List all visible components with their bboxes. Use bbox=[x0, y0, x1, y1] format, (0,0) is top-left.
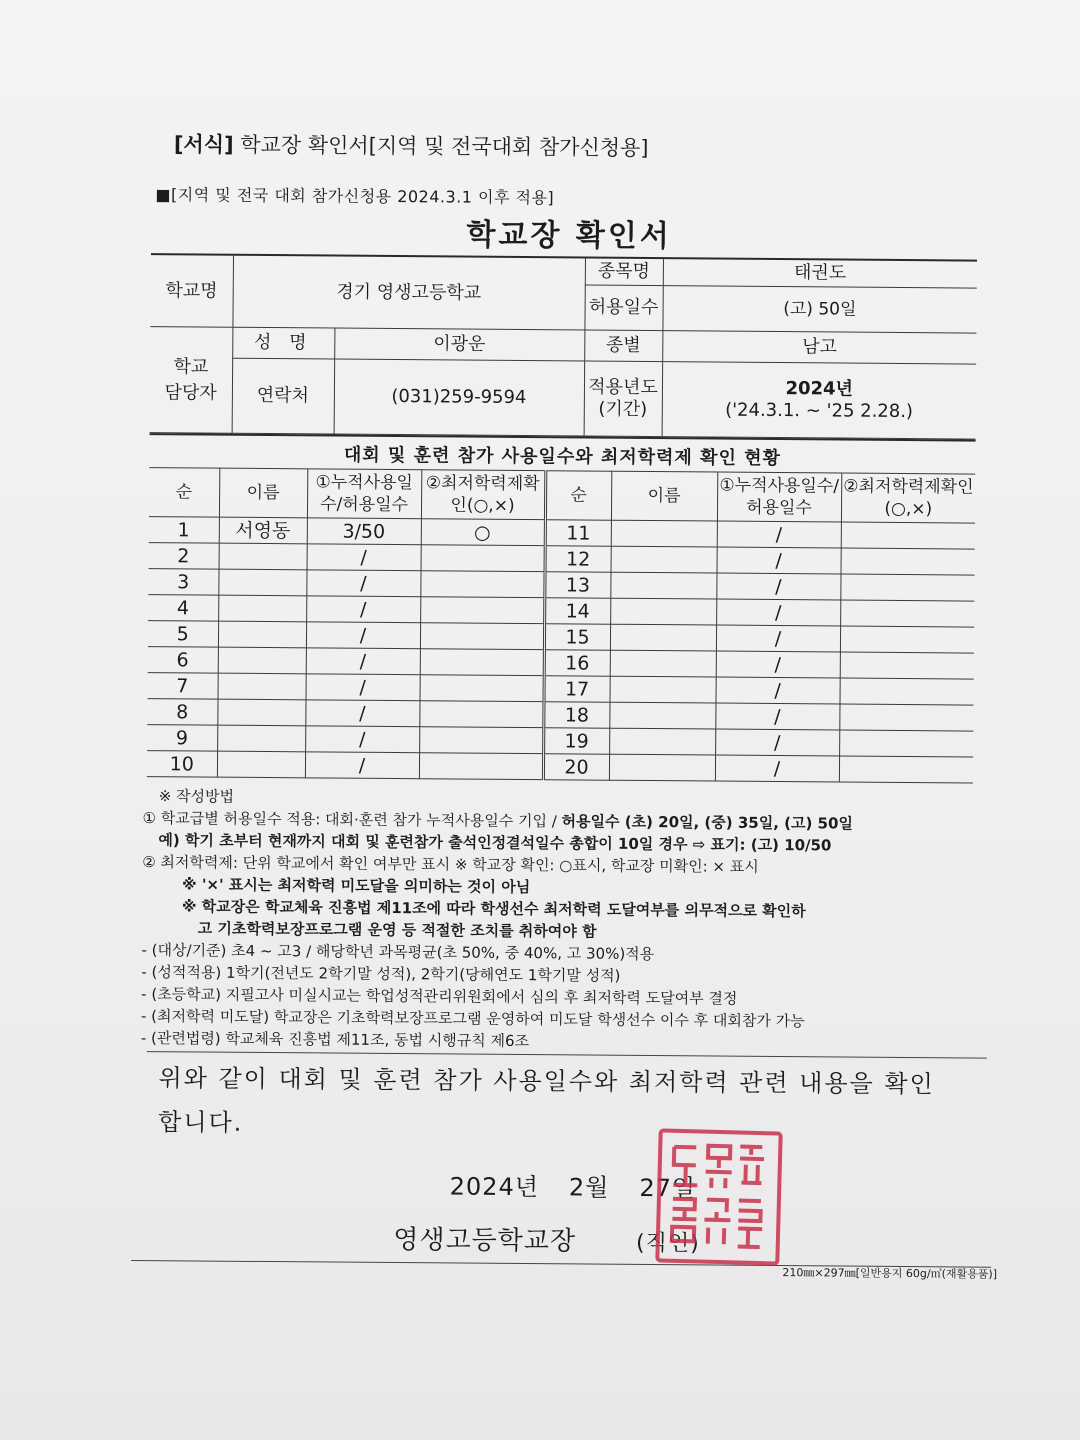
row-days: / bbox=[717, 521, 841, 548]
gender-value: 남고 bbox=[662, 331, 976, 364]
row-no: 12 bbox=[545, 546, 611, 573]
row-days: / bbox=[307, 544, 421, 571]
row-min-academic bbox=[420, 623, 544, 650]
row-days: / bbox=[717, 547, 841, 574]
row-name bbox=[610, 624, 716, 651]
row-name bbox=[218, 647, 306, 674]
header-days: ①누적사용일수/허용일수 bbox=[307, 469, 421, 519]
row-days: / bbox=[306, 674, 420, 701]
row-days: / bbox=[716, 651, 840, 678]
row-no: 14 bbox=[544, 598, 610, 625]
row-min-academic bbox=[420, 597, 544, 624]
allowed-days-value: (고) 50일 bbox=[662, 286, 976, 333]
contact-value: (031)259-9594 bbox=[334, 359, 585, 436]
header-no: 순 bbox=[545, 471, 611, 521]
row-min-academic bbox=[840, 652, 974, 679]
row-min-academic bbox=[420, 649, 544, 676]
instruction-1-example: 예) 학기 초부터 현재까지 대회 및 훈련참가 출석인정결석일수 총합이 10일 경우 ⇨ 표기: (고) 10/50 bbox=[158, 831, 832, 855]
row-min-academic bbox=[840, 574, 974, 601]
row-min-academic bbox=[840, 626, 974, 653]
row-min-academic bbox=[841, 548, 975, 575]
info-table bbox=[150, 253, 977, 439]
instructions-heading: ※ 작성방법 bbox=[158, 787, 235, 806]
name-value: 이광운 bbox=[334, 328, 584, 361]
row-days: / bbox=[715, 729, 839, 756]
sport-label: 종목명 bbox=[585, 257, 663, 285]
page-title: 학교장 확인서 bbox=[466, 217, 672, 255]
row-min-academic bbox=[841, 522, 975, 549]
row-min-academic bbox=[419, 701, 543, 728]
row-name bbox=[217, 725, 305, 752]
row-min-academic bbox=[420, 675, 544, 702]
row-min-academic bbox=[420, 571, 544, 598]
instruction-1-allowed: 허용일수 (초) 20일, (중) 35일, (고) 50일 bbox=[561, 812, 854, 833]
name-label: 성 명 bbox=[232, 327, 334, 359]
period-value: ('24.3.1. ~ '25 2.28.) bbox=[725, 399, 914, 423]
row-no: 17 bbox=[544, 676, 610, 703]
form-label-bracket: [서식] bbox=[173, 132, 234, 157]
row-name bbox=[610, 650, 716, 677]
row-min-academic bbox=[839, 678, 973, 705]
header-name: 이름 bbox=[611, 471, 717, 521]
date-year: 2024년 bbox=[449, 1172, 540, 1202]
row-no: 5 bbox=[148, 621, 218, 648]
row-days: / bbox=[306, 622, 420, 649]
row-name bbox=[611, 520, 717, 547]
row-no: 1 bbox=[149, 517, 219, 544]
row-no: 2 bbox=[149, 543, 219, 570]
row-days: / bbox=[306, 648, 420, 675]
row-days: / bbox=[305, 700, 419, 727]
row-no: 19 bbox=[543, 728, 609, 755]
row-no: 8 bbox=[147, 699, 217, 726]
row-name: 서영동 bbox=[219, 517, 307, 544]
header-min-academic: ②최저학력제확인(○,×) bbox=[421, 470, 545, 520]
row-days: / bbox=[716, 573, 840, 600]
applicability-notice: ■[지역 및 전국 대회 참가신청용 2024.3.1 이후 적용] bbox=[155, 185, 555, 208]
participants-header-row bbox=[149, 468, 975, 523]
detail-law: - (관련법령) 학교체육 진흥법 제11조, 동법 시행규칙 제6조 bbox=[140, 1029, 530, 1051]
row-days: / bbox=[305, 752, 419, 779]
period-label: 적용년도 (기간) bbox=[584, 361, 663, 437]
row-no: 10 bbox=[147, 751, 217, 778]
date-day: 27일 bbox=[639, 1173, 697, 1203]
row-no: 3 bbox=[148, 569, 218, 596]
detail-target: - (대상/기준) 초4 ~ 고3 / 해당학년 과목평균(초 50%, 중 40%, 고 30%)적용 bbox=[141, 941, 655, 964]
row-name bbox=[609, 728, 715, 755]
row-no: 13 bbox=[544, 572, 610, 599]
row-days: / bbox=[716, 599, 840, 626]
row-days: / bbox=[305, 726, 419, 753]
contact-label: 연락처 bbox=[232, 358, 335, 434]
row-min-academic bbox=[839, 730, 973, 757]
confirmation-text bbox=[158, 1056, 993, 1151]
header-min-academic: ②최저학력제확인(○,×) bbox=[841, 473, 975, 523]
school-label: 학교명 bbox=[150, 254, 233, 327]
date-month: 2월 bbox=[568, 1173, 610, 1202]
row-name bbox=[610, 676, 716, 703]
row-days: / bbox=[306, 570, 420, 597]
row-name bbox=[218, 673, 306, 700]
row-min-academic bbox=[839, 756, 973, 783]
row-name bbox=[217, 699, 305, 726]
row-name bbox=[218, 569, 306, 596]
header-name: 이름 bbox=[219, 468, 307, 518]
row-min-academic: ○ bbox=[421, 519, 545, 546]
row-no: 7 bbox=[148, 673, 218, 700]
instruction-1-text: ① 학교급별 허용일수 적용: 대회·훈련 참가 누적사용일수 기입 / bbox=[142, 809, 562, 831]
row-name bbox=[218, 595, 306, 622]
row-name bbox=[609, 754, 715, 781]
principal-title: 영생고등학교장 bbox=[393, 1225, 577, 1257]
instruction-note-1: ※ '×' 표시는 최저학력 미도달을 의미하는 것이 아님 bbox=[181, 875, 531, 897]
instruction-note-2: ※ 학교장은 학교체육 진흥법 제11조에 따라 학생선수 최저학력 도달여부를 의무적으로 확인하 bbox=[181, 897, 806, 921]
row-days: 3/50 bbox=[307, 518, 421, 545]
year-value: 2024년 bbox=[785, 378, 854, 400]
row-days: / bbox=[715, 703, 839, 730]
row-min-academic bbox=[839, 704, 973, 731]
row-min-academic bbox=[840, 600, 974, 627]
row-no: 11 bbox=[545, 520, 611, 547]
manager-label: 학교 담당자 bbox=[150, 327, 233, 434]
school-value: 경기 영생고등학교 bbox=[232, 255, 585, 330]
participants-table bbox=[147, 467, 975, 783]
confirmation-line-2: 합니다. bbox=[158, 1108, 244, 1137]
row-name bbox=[217, 751, 305, 778]
row-min-academic bbox=[419, 727, 543, 754]
row-no: 20 bbox=[543, 754, 609, 781]
row-days: / bbox=[716, 625, 840, 652]
header-no: 순 bbox=[149, 468, 219, 518]
row-min-academic bbox=[421, 545, 545, 572]
gender-label: 종별 bbox=[584, 330, 662, 362]
table-row bbox=[147, 751, 973, 783]
row-name bbox=[219, 543, 307, 570]
detail-not-met: - (최저학력 미도달) 학교장은 기초학력보장프로그램 운영하여 미도달 학생선수 이수 후 대회참가 가능 bbox=[140, 1007, 805, 1031]
row-no: 9 bbox=[147, 725, 217, 752]
section-title: 대회 및 훈련 참가 사용일수와 최저학력제 확인 현황 bbox=[149, 433, 975, 473]
period-cell bbox=[662, 362, 977, 439]
row-no: 18 bbox=[543, 702, 609, 729]
row-name bbox=[610, 598, 716, 625]
document bbox=[131, 128, 1000, 1282]
row-name bbox=[611, 546, 717, 573]
sport-value: 태권도 bbox=[663, 258, 977, 288]
form-label-text: 학교장 확인서[지역 및 전국대회 참가신청용] bbox=[233, 132, 649, 160]
row-days: / bbox=[306, 596, 420, 623]
official-seal-stamp-icon bbox=[653, 1126, 785, 1267]
row-no: 4 bbox=[148, 595, 218, 622]
seal-label: (직인) bbox=[635, 1230, 700, 1257]
instruction-2: ② 최저학력제: 단위 학교에서 확인 여부만 표시 ※ 학교장 확인: ○표시, 학교장 미확인: × 표시 bbox=[142, 853, 759, 876]
row-name bbox=[218, 621, 306, 648]
row-no: 6 bbox=[148, 647, 218, 674]
instructions bbox=[141, 785, 995, 1056]
row-no: 16 bbox=[544, 650, 610, 677]
detail-grades: - (성적적용) 1학기(전년도 2학기말 성적), 2학기(당해연도 1학기말 성적) bbox=[141, 963, 621, 985]
paper-spec: 210㎜×297㎜[일반용지 60g/㎡(재활용품)] bbox=[782, 1266, 998, 1281]
header-days: ①누적사용일수/허용일수 bbox=[717, 472, 841, 522]
row-min-academic bbox=[419, 753, 543, 780]
row-no: 15 bbox=[544, 624, 610, 651]
form-label bbox=[174, 128, 1000, 164]
detail-elementary: - (초등학교) 지필고사 미실시교는 학업성적관리위원회에서 심의 후 최저학력 도달여부 결정 bbox=[141, 985, 738, 1008]
row-days: / bbox=[715, 755, 839, 782]
allowed-days-label: 허용일수 bbox=[584, 285, 662, 331]
row-days: / bbox=[716, 677, 840, 704]
instruction-note-2-cont: 고 기초학력보장프로그램 운영 등 적절한 조치를 취하여야 함 bbox=[197, 919, 597, 941]
confirmation-line-1: 위와 같이 대회 및 훈련 참가 사용일수와 최저학력 관련 내용을 확인 bbox=[158, 1064, 935, 1099]
row-name bbox=[609, 702, 715, 729]
row-name bbox=[610, 572, 716, 599]
